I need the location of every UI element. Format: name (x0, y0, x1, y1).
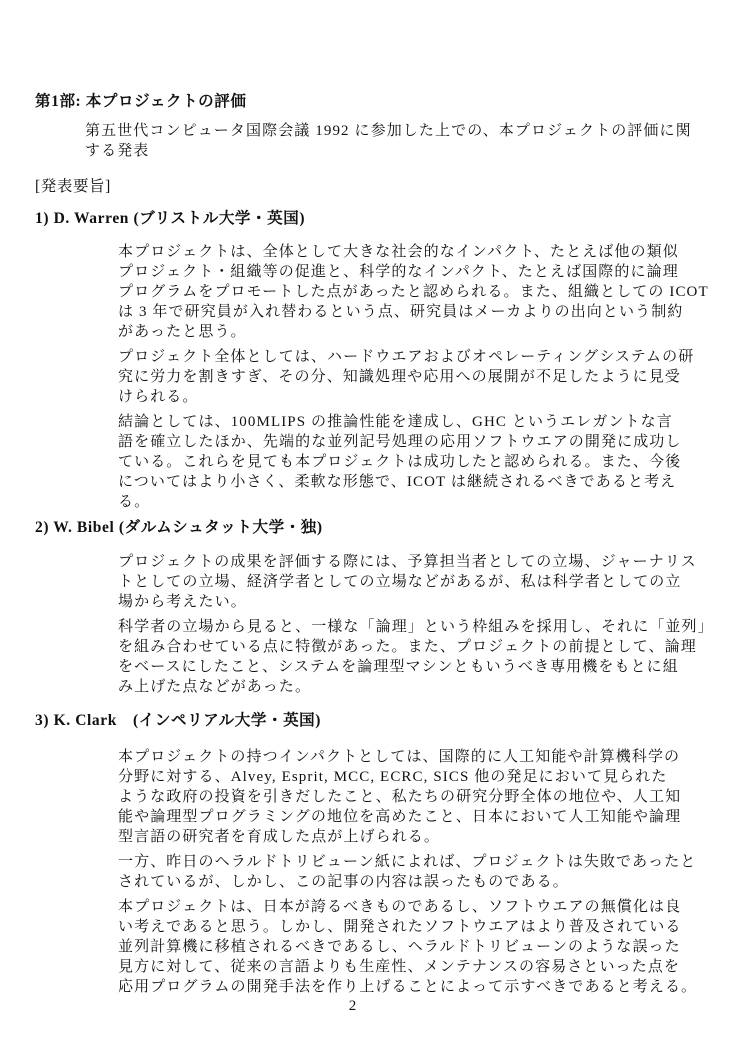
text-line: プロジェクトの成果を評価する際には、予算担当者としての立場、ジャーナリス (118, 554, 697, 570)
speaker-body (118, 242, 709, 517)
text-line: ような政府の投資を引きだしたこと、私たちの研究分野全体の地位や、人工知 (118, 789, 682, 805)
text-line: 本プロジェクトの持つインパクトとしては、国際的に人工知能や計算機科学の (118, 749, 681, 765)
text-line: けられる。 (118, 389, 199, 405)
text-line: 語を確立したほか、先端的な並列記号処理の応用ソフトウエアの開発に成功し (118, 434, 682, 450)
text-line: プロジェクト全体としては、ハードウエアおよびオペレーティングシステムの研 (118, 349, 695, 365)
speaker-heading: 2) W. Bibel (ダルムシュタット大学・独) (35, 519, 323, 536)
text-line: 能や論理型プログラミングの地位を高めたこと、日本において人工知能や論理 (118, 809, 682, 825)
text-line: 並列計算機に移植されるべきであるし、ヘラルドトリビューンのような誤った (118, 939, 681, 955)
text-line: があったと思う。 (118, 324, 247, 340)
text-line: 結論としては、100MLIPS の推論性能を達成し、GHC というエレガントな言 (118, 414, 673, 430)
text-line: 分野に対する、Alvey, Esprit, MCC, ECRC, SICS 他の発足において見られた (118, 769, 668, 785)
text-line: プログラムをプロモートした点があったと認められる。また、組織としての ICOT (118, 284, 709, 300)
paragraph (118, 617, 714, 697)
text-line: されているが、しかし、この記事の内容は誤ったものである。 (118, 874, 569, 890)
text-line: 究に労力を割きすぎ、その分、知識処理や応用への展開が不足したように見受 (118, 369, 681, 385)
summary-label: [発表要旨] (35, 178, 111, 195)
paragraph (118, 747, 697, 847)
part-heading: 第1部: 本プロジェクトの評価 (35, 93, 247, 110)
speaker-heading: 1) D. Warren (ブリストル大学・英国) (35, 210, 306, 227)
paragraph (118, 347, 709, 407)
paragraph (118, 852, 697, 892)
text-line: ている。これらを見ても本プロジェクトは成功したと認められる。また、今後 (118, 454, 682, 470)
paragraph (118, 412, 709, 512)
paragraph (118, 552, 714, 612)
text-line: 応用プログラムの開発手法を作り上げることによって示すべきであると考える。 (118, 979, 698, 995)
paragraph (118, 897, 697, 997)
paragraph (118, 242, 709, 342)
text-line: い考えであると思う。しかし、開発されたソフトウエアはより普及されている (118, 919, 682, 935)
text-line: についてはより小さく、柔軟な形態で、ICOT は継続されるべきであると考え (118, 474, 677, 490)
intro-line: する発表 (85, 143, 150, 159)
text-line: をベースにしたこと、システムを論理型マシンともいうべき専用機をもとに組 (118, 659, 679, 675)
text-line: 一方、昨日のヘラルドトリビューン紙によれば、プロジェクトは失敗であったと (118, 854, 697, 870)
text-line: トとしての立場、経済学者としての立場などがあるが、私は科学者としての立 (118, 574, 682, 590)
intro-line: 第五世代コンピュータ国際会議 1992 に参加した上での、本プロジェクトの評価に関 (85, 123, 692, 139)
text-line: 場から考えたい。 (118, 594, 247, 610)
text-line: 科学者の立場から見ると、一様な「論理」という枠組みを採用し、それに「並列」 (118, 619, 714, 635)
text-line: プロジェクト・組織等の促進と、科学的なインパクト、たとえば国際的に論理 (118, 264, 679, 280)
intro-paragraph (85, 121, 692, 161)
text-line: る。 (118, 494, 151, 510)
speaker-body (118, 747, 697, 1002)
text-line: を組み合わせている点に特徴があった。また、プロジェクトの前提として、論理 (118, 639, 697, 655)
text-line: 見方に対して、従来の言語よりも生産性、メンテナンスの容易さといった点を (118, 959, 681, 975)
text-line: 本プロジェクトは、全体として大きな社会的なインパクト、たとえば他の類似 (118, 244, 679, 260)
speaker-body (118, 552, 714, 702)
text-line: み上げた点などがあった。 (118, 679, 312, 695)
speaker-heading: 3) K. Clark (インペリアル大学・英国) (35, 712, 322, 729)
text-line: は 3 年で研究員が入れ替わるという点、研究員はメーカよりの出向という制約 (118, 304, 684, 320)
page-number: 2 (348, 998, 357, 1014)
text-line: 本プロジェクトは、日本が誇るべきものであるし、ソフトウエアの無償化は良 (118, 899, 682, 915)
text-line: 型言語の研究者を育成した点が上げられる。 (118, 829, 441, 845)
